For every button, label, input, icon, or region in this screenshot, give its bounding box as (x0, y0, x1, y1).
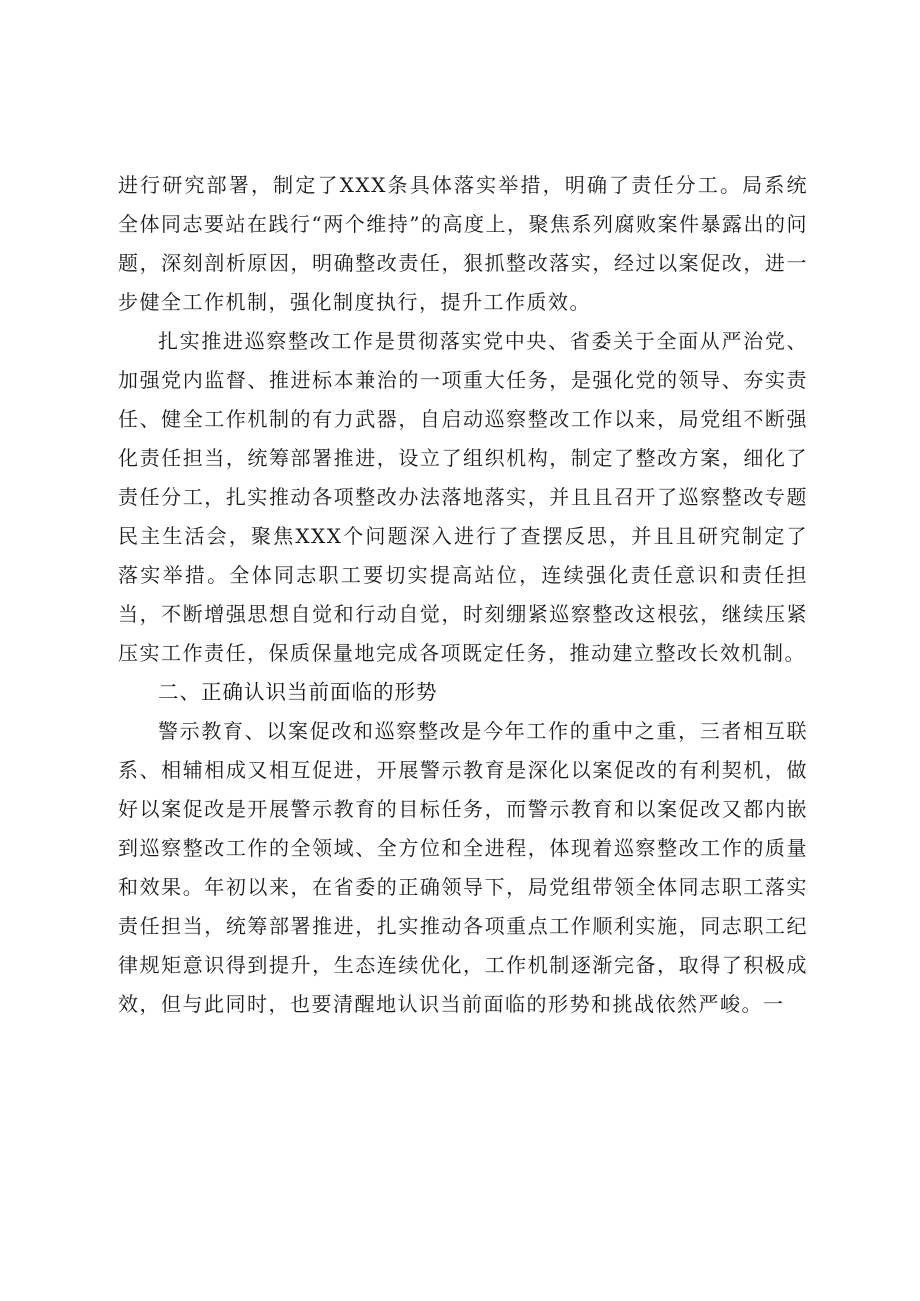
paragraph-continued: 进行研究部署，制定了XXX条具体落实举措，明确了责任分工。局系统全体同志要站在践行“两个维持”的高度上，聚焦系列腐败案件暴露出的问题，深刻剖析原因，明确整改责任，狠抓整改落实，经过以案促改，进一步健全工作机制，强化制度执行，提升工作质效。 (118, 173, 808, 314)
section-heading: 二、正确认识当前面临的形势 (158, 680, 438, 704)
document-body (118, 166, 808, 1024)
paragraph-inspection-rectification: 扎实推进巡察整改工作是贯彻落实党中央、省委关于全面从严治党、加强党内监督、推进标本兼治的一项重大任务，是强化党的领导、夯实责任、健全工作机制的有力武器，自启动巡察整改工作以来，局党组不断强化责任担当，统筹部署推进，设立了组织机构，制定了整改方案，细化了责任分工，扎实推动各项整改办法落地落实，并且且召开了巡察整改专题民主生活会，聚焦XXX个问题深入进行了查摆反思，并且且研究制定了落实举措。全体同志职工要切实提高站位，连续强化责任意识和责任担当，不断增强思想自觉和行动自觉，时刻绷紧巡察整改这根弦，继续压紧压实工作责任，保质保量地完成各项既定任务，推动建立整改长效机制。 (118, 329, 808, 665)
paragraph-current-situation: 警示教育、以案促改和巡察整改是今年工作的重中之重，三者相互联系、相辅相成又相互促进，开展警示教育是深化以案促改的有利契机，做好以案促改是开展警示教育的目标任务，而警示教育和以案促改又都内嵌到巡察整改工作的全领域、全方位和全进程，体现着巡察整改工作的质量和效果。年初以来，在省委的正确领导下，局党组带领全体同志职工落实责任担当，统筹部署推进，扎实推动各项重点工作顺利实施，同志职工纪律规矩意识得到提升，生态连续优化，工作机制逐渐完备，取得了积极成效，但与此同时，也要清醒地认识当前面临的形势和挑战依然严峻。一 (118, 719, 808, 1016)
